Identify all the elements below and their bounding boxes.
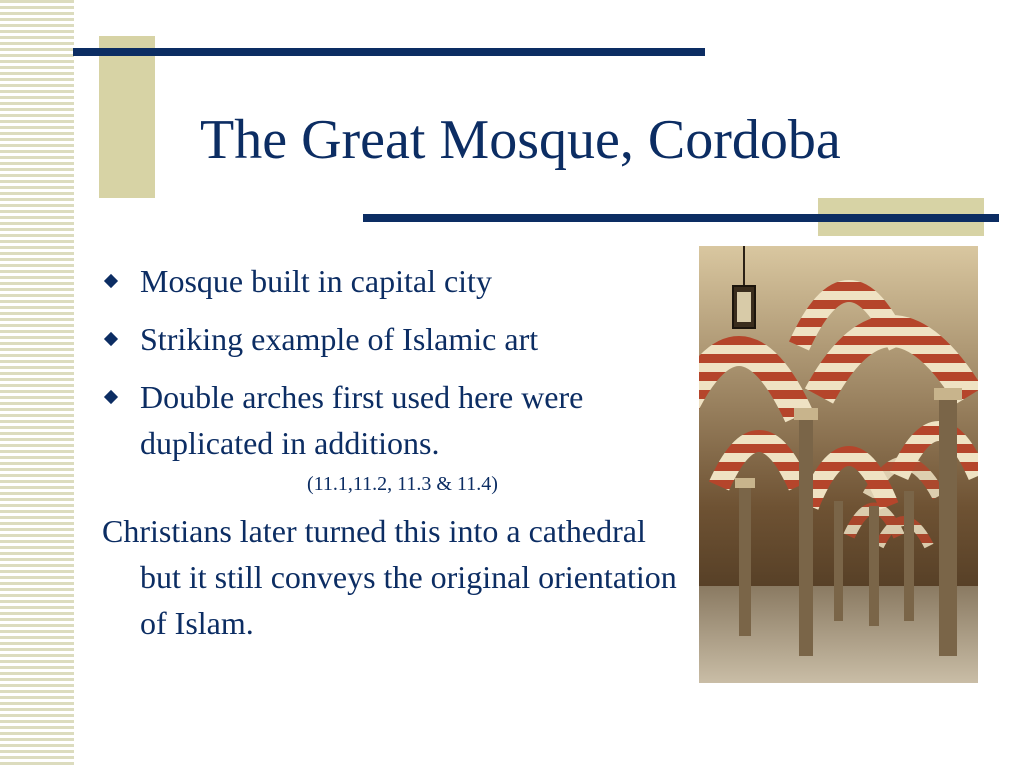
title-rule-bottom: [363, 214, 999, 222]
diamond-bullet-icon: [104, 390, 118, 404]
slide-body: [102, 258, 682, 646]
accent-block-left: [99, 36, 155, 198]
bullet-text: Striking example of Islamic art: [140, 321, 539, 357]
slide-title: The Great Mosque, Cordoba: [200, 109, 841, 171]
bullet-item: [102, 316, 682, 362]
bullet-item: [102, 374, 640, 466]
interior-arches-photo: [699, 246, 978, 683]
diamond-bullet-icon: [104, 274, 118, 288]
body-paragraph: Christians later turned this into a cathedral but it still conveys the original orientation of Islam.: [102, 513, 677, 641]
title-rule-top: [73, 48, 705, 56]
bullet-item: [102, 258, 682, 304]
diamond-bullet-icon: [104, 332, 118, 346]
bullet-text: Double arches first used here were duplicated in additions.: [140, 379, 584, 461]
bullet-text: Mosque built in capital city: [140, 263, 492, 299]
decorative-stripes: [0, 0, 74, 768]
figure-references: (11.1,11.2, 11.3 & 11.4): [307, 473, 498, 495]
